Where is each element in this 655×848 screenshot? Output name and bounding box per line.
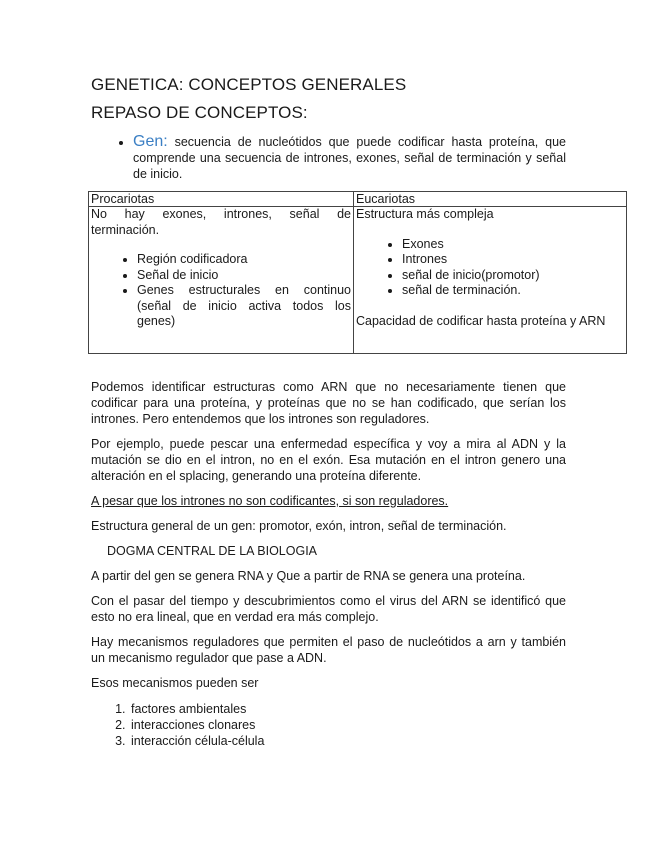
procariotas-cell	[89, 207, 354, 354]
paragraph: Podemos identificar estructuras como ARN que no necesariamente tienen que codificar para una proteína, y proteínas que no se han codificado, que serían los intrones. Pero entendemos que los intrones son reguladores.	[91, 380, 566, 426]
procariotas-list	[91, 252, 351, 330]
header-eucariotas: Eucariotas	[354, 192, 627, 207]
paragraph: Estructura general de un gen: promotor, exón, intron, señal de terminación.	[91, 519, 507, 533]
paragraph: Con el pasar del tiempo y descubrimientos como el virus del ARN se identificó que esto no era lineal, que en verdad era más complejo.	[91, 594, 566, 624]
list-item: 1. factores ambientales	[129, 701, 566, 717]
list-item: • señal de inicio(promotor)	[402, 268, 624, 284]
gen-definition	[133, 134, 566, 182]
list-item: • Intrones	[402, 252, 624, 268]
underlined-paragraph: A pesar que los intrones no son codificantes, si son reguladores.	[91, 494, 449, 508]
dogma-heading: DOGMA CENTRAL DE LA BIOLOGIA	[107, 544, 318, 558]
list-item: 3. interacción célula-célula	[129, 733, 566, 749]
eucariotas-cell	[354, 207, 627, 354]
mechanisms-list	[91, 701, 566, 749]
list-item: • Señal de inicio	[137, 268, 351, 284]
eucariotas-footer: Capacidad de codificar hasta proteína y ARN	[356, 313, 606, 328]
list-item: • Región codificadora	[137, 252, 351, 268]
gen-definition-text: secuencia de nucleótidos que puede codificar hasta proteína, que comprende una secuencia de intrones, exones, señal de terminación y señal de inicio.	[133, 135, 566, 181]
paragraph: Esos mecanismos pueden ser	[91, 676, 259, 690]
comparison-table	[88, 191, 627, 354]
gen-term: Gen:	[133, 133, 168, 150]
gen-definition-list	[91, 134, 566, 182]
eucariotas-intro: Estructura más compleja	[356, 207, 494, 221]
section-title: REPASO DE CONCEPTOS:	[91, 103, 308, 122]
header-procariotas: Procariotas	[89, 192, 354, 207]
list-item: 2. interacciones clonares	[129, 717, 566, 733]
paragraph: Por ejemplo, puede pescar una enfermedad específica y voy a mira al ADN y la mutación se dio en el intron, no en el exón. Esa mutación en el intron genero una alteración en el splacing, generando una proteína diferente.	[91, 437, 566, 483]
list-item: • señal de terminación.	[402, 283, 624, 299]
table-row	[89, 207, 627, 354]
paragraph: A partir del gen se genera RNA y Que a partir de RNA se genera una proteína.	[91, 569, 526, 583]
document-page	[91, 74, 606, 749]
paragraph: Hay mecanismos reguladores que permiten el paso de nucleótidos a arn y también un mecanismo regulador que pase a ADN.	[91, 635, 566, 665]
procariotas-intro: No hay exones, intrones, señal de terminación.	[91, 207, 351, 237]
list-item: • Genes estructurales en continuo (señal de inicio activa todos los genes)	[137, 283, 351, 330]
eucariotas-list	[356, 237, 624, 299]
list-item: • Exones	[402, 237, 624, 253]
table-header-row	[89, 192, 627, 207]
body-text	[91, 379, 566, 749]
document-title: GENETICA: CONCEPTOS GENERALES	[91, 75, 407, 94]
